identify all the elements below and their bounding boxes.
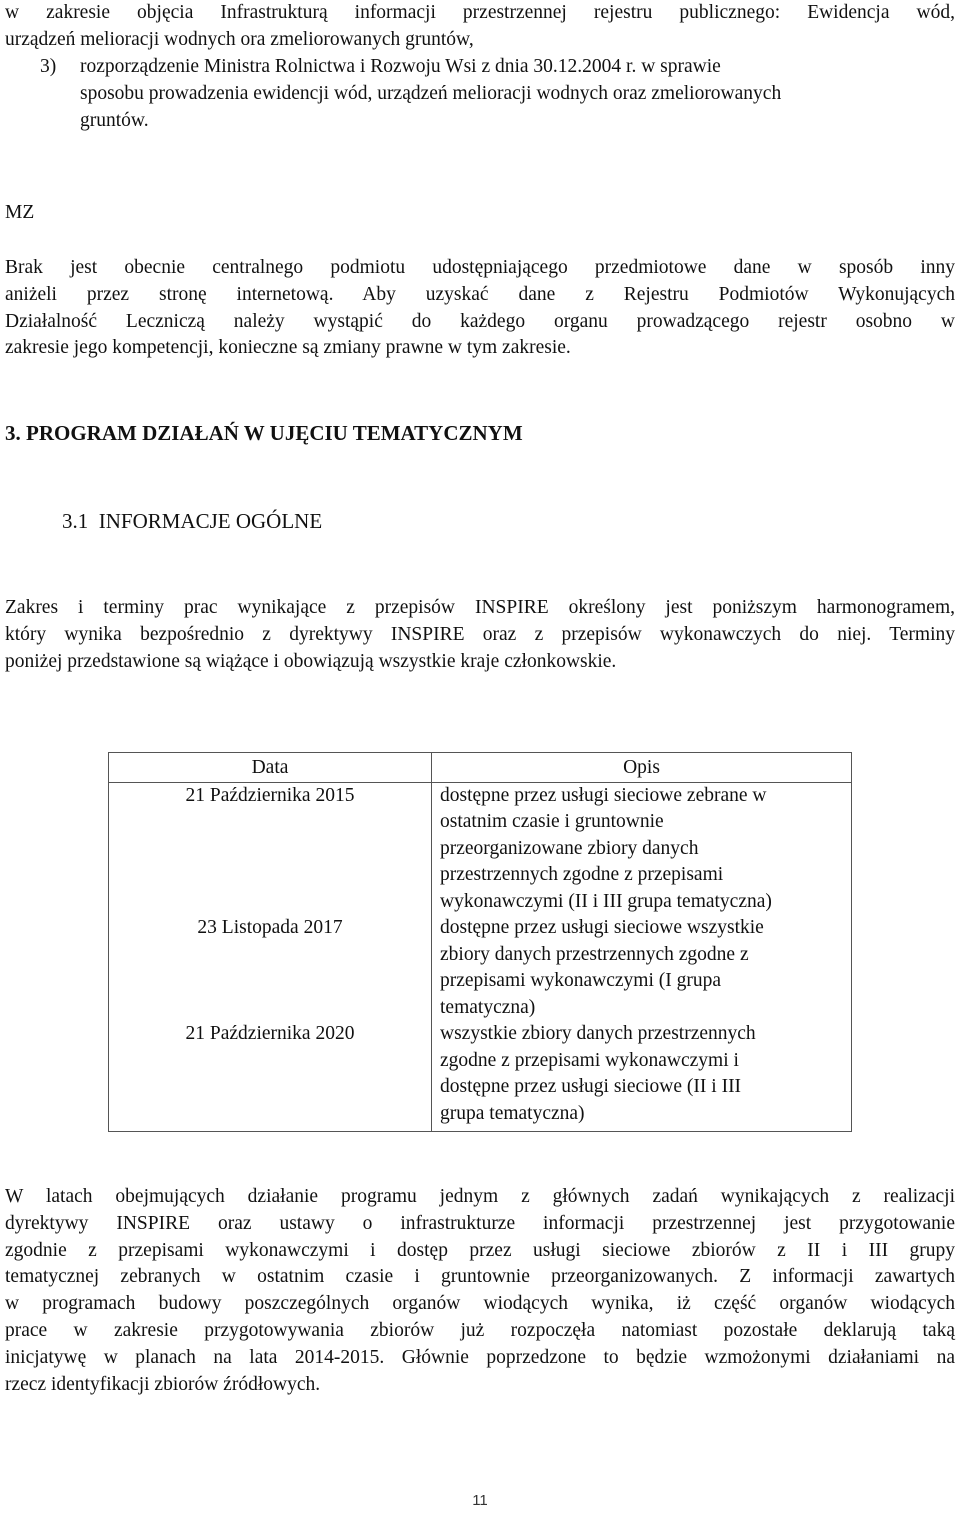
section-3-heading: 3. PROGRAM DZIAŁAŃ W UJĘCIU TEMATYCZNYM [5,421,523,445]
description-line: wszystkie zbiory danych przestrzennych [440,1023,756,1044]
paragraph-line: aniżeli przez stronę internetową. Aby uzyskać dane z Rejestru Podmiotów Wykonujących [5,283,955,305]
description-cell [432,915,852,1021]
description-cell [432,782,852,915]
date-cell: 21 Października 2020 [109,1021,432,1132]
description-cell [432,1021,852,1132]
paragraph-line: Działalność Leczniczą należy wystąpić do każdego organu prowadzącego rejestr osobno w [5,310,955,332]
description-line: dostępne przez usługi sieciowe wszystkie [440,917,764,938]
mz-label: MZ [5,202,35,223]
paragraph-line: poniżej przedstawione są wiążące i obowiązują wszystkie kraje członkowskie. [5,650,617,672]
section-3-1-paragraph [5,595,955,675]
list-item-text: rozporządzenie Ministra Rolnictwa i Rozwoju Wsi z dnia 30.12.2004 r. w sprawie [80,56,721,77]
mz-paragraph [5,255,955,362]
list-item-text: sposobu prowadzenia ewidencji wód, urządzeń melioracji wodnych oraz zmeliorowanych [80,82,782,104]
paragraph-line: Brak jest obecnie centralnego podmiotu udostępniającego przedmiotowe dane w sposób inny [5,257,955,278]
date-cell: 23 Listopada 2017 [109,915,432,1021]
description-line: przeorganizowane zbiory danych [440,837,699,859]
table-row [109,782,852,915]
paragraph-line: prace w zakresie przygotowywania zbiorów już rozpoczęła natomiast pozostałe deklarują taką [5,1319,955,1341]
paragraph-line: W latach obejmujących działanie programu jednym z głównych zadań wynikających z realizacji [5,1186,955,1207]
intro-line: urządzeń melioracji wodnych ora zmeliorowanych gruntów, [5,28,474,50]
paragraph-line: zgodnie z przepisami wykonawczymi i dostęp przez usługi sieciowe zbiorów z II i III grupy [5,1239,955,1261]
page-number: 11 [472,1492,488,1509]
schedule-table [108,752,852,1132]
description-line: przestrzennych zgodne z przepisami [440,864,724,885]
description-line: zbiory danych przestrzennych zgodne z [440,943,749,965]
paragraph-line: Zakres i terminy prac wynikające z przepisów INSPIRE określony jest poniższym harmonogramem, [5,597,955,618]
table-row [109,915,852,1021]
intro-paragraph [5,0,955,54]
paragraph-line: inicjatywę w planach na lata 2014-2015. Głównie poprzedzone to będzie wzmożonymi działaniami na [5,1346,955,1368]
column-header-description: Opis [432,753,852,783]
description-line: grupa tematyczna) [440,1102,585,1124]
description-line: zgodne z przepisami wykonawczymi i [440,1049,739,1071]
paragraph-line: zakresie jego kompetencji, konieczne są zmiany prawne w tym zakresie. [5,337,571,359]
description-line: dostępne przez usługi sieciowe (II i III [440,1076,742,1097]
paragraph-line: dyrektywy INSPIRE oraz ustawy o infrastrukturze informacji przestrzennej jest przygotowanie [5,1212,955,1234]
intro-line: w zakresie objęcia Infrastrukturą informacji przestrzennej rejestru publicznego: Ewidencja wód, [5,2,955,23]
description-line: ostatnim czasie i gruntownie [440,811,664,832]
list-item-3 [5,54,955,134]
section-3-1-heading: 3.1 INFORMACJE OGÓLNE [62,509,323,533]
description-line: dostępne przez usługi sieciowe zebrane w [440,784,767,806]
description-line: wykonawczymi (II i III grupa tematyczna) [440,890,772,912]
column-header-date: Data [109,753,432,783]
paragraph-line: który wynika bezpośrednio z dyrektywy INSPIRE oraz z przepisów wykonawczych do niej. Terminy [5,623,955,645]
closing-paragraph [5,1184,955,1398]
list-item-text: gruntów. [80,109,149,131]
paragraph-line: rzecz identyfikacji zbiorów źródłowych. [5,1373,321,1395]
table-header-row [109,753,852,783]
list-item-number: 3) [40,56,57,77]
table-row [109,1021,852,1132]
paragraph-line: tematycznej zebranych w ostatnim czasie i gruntownie przeorganizowanych. Z informacji zawartych [5,1266,955,1288]
paragraph-line: w programach budowy poszczególnych organów wiodących wynika, iż część organów wiodących [5,1293,955,1315]
description-line: przepisami wykonawczymi (I grupa [440,970,722,991]
description-line: tematyczna) [440,996,536,1018]
date-cell: 21 Października 2015 [109,782,432,915]
